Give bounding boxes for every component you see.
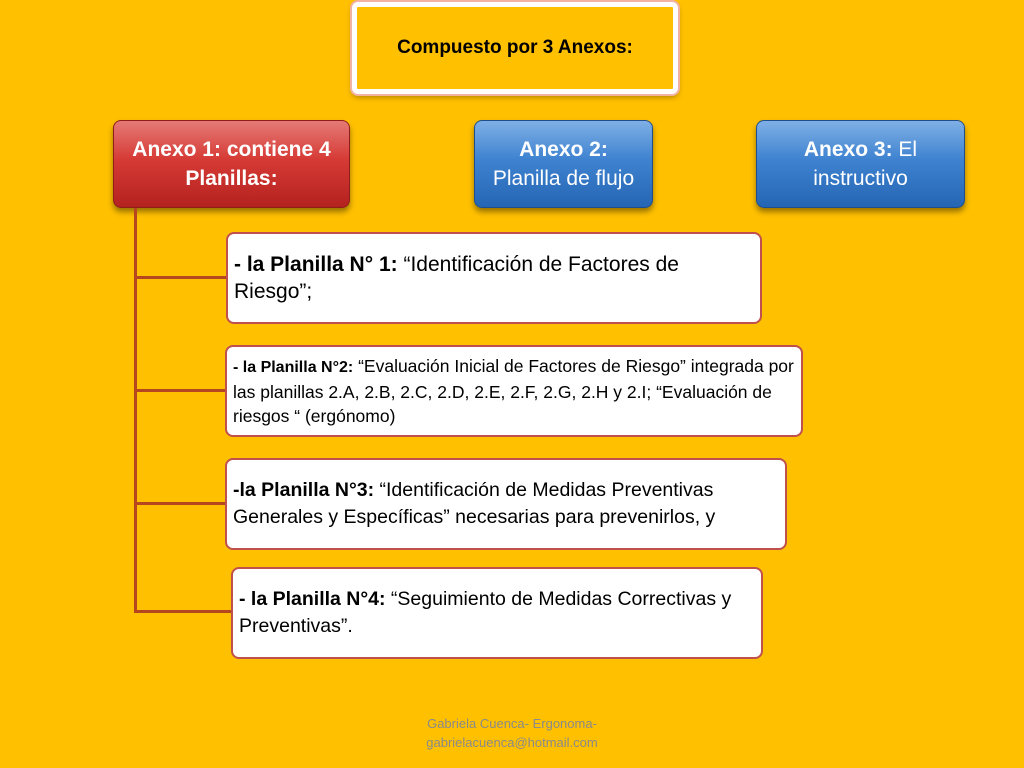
anexo-1-title: Anexo 1: contiene 4: [132, 138, 331, 161]
planilla-3-lead: -la Planilla N°3:: [233, 479, 375, 501]
footer-email: gabrielacuenca@hotmail.com: [426, 735, 598, 750]
anexo-1-desc: Planillas:: [185, 167, 278, 190]
connector-branch-4: [134, 610, 232, 613]
anexo-1-node: [113, 120, 350, 208]
anexo-3-line1: [804, 135, 917, 164]
footer-line-1: Gabriela Cuenca- Ergonoma-: [427, 716, 597, 731]
anexo-3-title: Anexo 3:: [803, 138, 893, 161]
planilla-2-text: [233, 354, 795, 428]
connector-vertical: [134, 208, 137, 613]
planilla-4-text: [239, 586, 755, 640]
connector-branch-2: [134, 389, 226, 392]
planilla-3-desc: “Identificación de Medidas Preventivas Generales y Específicas” necesarias para prevenirlos, y: [233, 479, 716, 528]
planilla-2-lead: - la Planilla N°2:: [233, 359, 354, 376]
planilla-4-lead: - la Planilla N°4:: [239, 588, 386, 610]
planilla-3-text: [233, 477, 779, 531]
anexo-2-node: [474, 120, 653, 208]
anexo-2-title: Anexo 2:: [519, 138, 608, 161]
planilla-2-box: [225, 345, 803, 437]
root-node: [352, 2, 678, 94]
connector-branch-3: [134, 502, 226, 505]
planilla-1-text: [234, 251, 754, 305]
planilla-1-desc: “Identificación de Factores de Riesgo”;: [234, 253, 679, 303]
planilla-4-desc: “Seguimiento de Medidas Correctivas y Preventivas”.: [239, 588, 732, 637]
planilla-1-lead: - la Planilla N° 1:: [234, 253, 398, 276]
footer: [362, 714, 662, 752]
planilla-4-box: [231, 567, 763, 659]
anexo-2-desc: Planilla de flujo: [492, 167, 635, 190]
anexo-3-desc2: instructivo: [813, 167, 908, 190]
planilla-3-box: [225, 458, 787, 550]
anexo-3-desc: El: [898, 138, 918, 161]
planilla-1-box: [226, 232, 762, 324]
root-label: Compuesto por 3 Anexos:: [397, 37, 633, 58]
anexo-3-node: [756, 120, 965, 208]
connector-branch-1: [134, 276, 227, 279]
planilla-2-desc: “Evaluación Inicial de Factores de Riesgo” integrada por las planillas 2.A, 2.B, 2.C, 2.D, 2.E, 2.F, 2.G, 2.H y 2.I; “Evaluación de riesgos “ (ergónomo): [233, 356, 794, 426]
